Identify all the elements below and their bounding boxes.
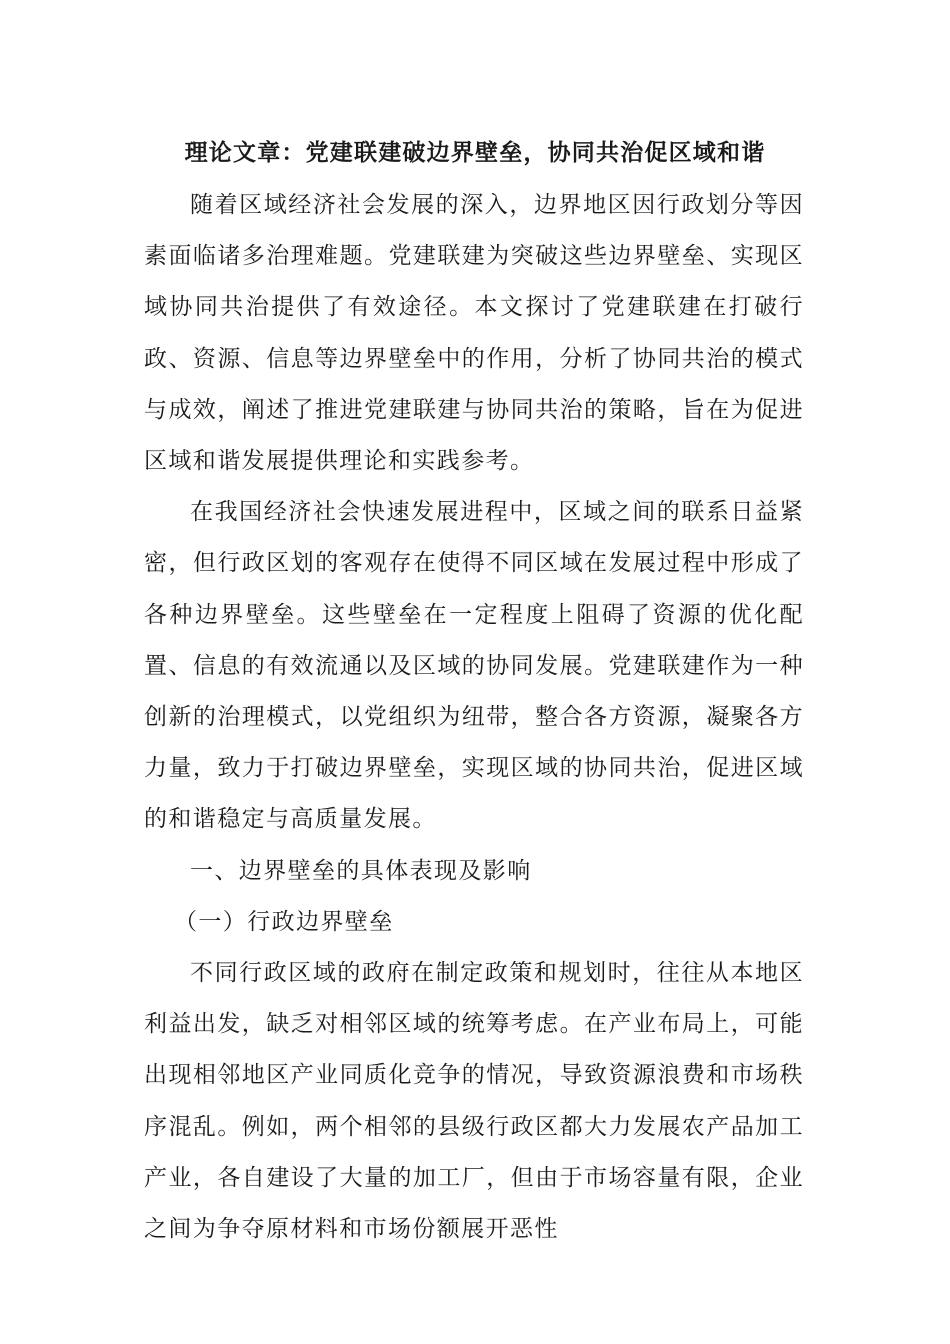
document-title: 理论文章：党建联建破边界壁垒，协同共治促区域和谐 xyxy=(184,139,766,166)
intro-paragraph: 在我国经济社会快速发展进程中，区域之间的联系日益紧密，但行政区划的客观存在使得不同区域在发展过程中形成了各种边界壁垒。这些壁垒在一定程度上阻碍了资源的优化配置、信息的有效流通以及区域的协同发展。党建联建作为一种创新的治理模式，以党组织为纽带，整合各方资源，凝聚各方力量，致力于打破边界壁垒，实现区域的协同共治，促进区域的和谐稳定与高质量发展。 xyxy=(144,499,804,833)
body-paragraph: 不同行政区域的政府在制定政策和规划时，往往从本地区利益出发，缺乏对相邻区域的统筹考虑。在产业布局上，可能出现相邻地区产业同质化竞争的情况，导致资源浪费和市场秩序混乱。例如，两个相邻的县级行政区都大力发展农产品加工产业，各自建设了大量的加工厂，但由于市场容量有限，企业之间为争夺原材料和市场份额展开恶性 xyxy=(144,960,804,1243)
abstract-paragraph: 随着区域经济社会发展的深入，边界地区因行政划分等因素面临诸多治理难题。党建联建为突破这些边界壁垒、实现区域协同共治提供了有效途径。本文探讨了党建联建在打破行政、资源、信息等边界壁垒中的作用，分析了协同共治的模式与成效，阐述了推进党建联建与协同共治的策略，旨在为促进区域和谐发展提供理论和实践参考。 xyxy=(144,192,804,475)
section-heading: 一、边界壁垒的具体表现及影响 xyxy=(190,857,532,884)
document-body xyxy=(144,180,804,1255)
subsection-heading: （一）行政边界壁垒 xyxy=(174,908,394,935)
